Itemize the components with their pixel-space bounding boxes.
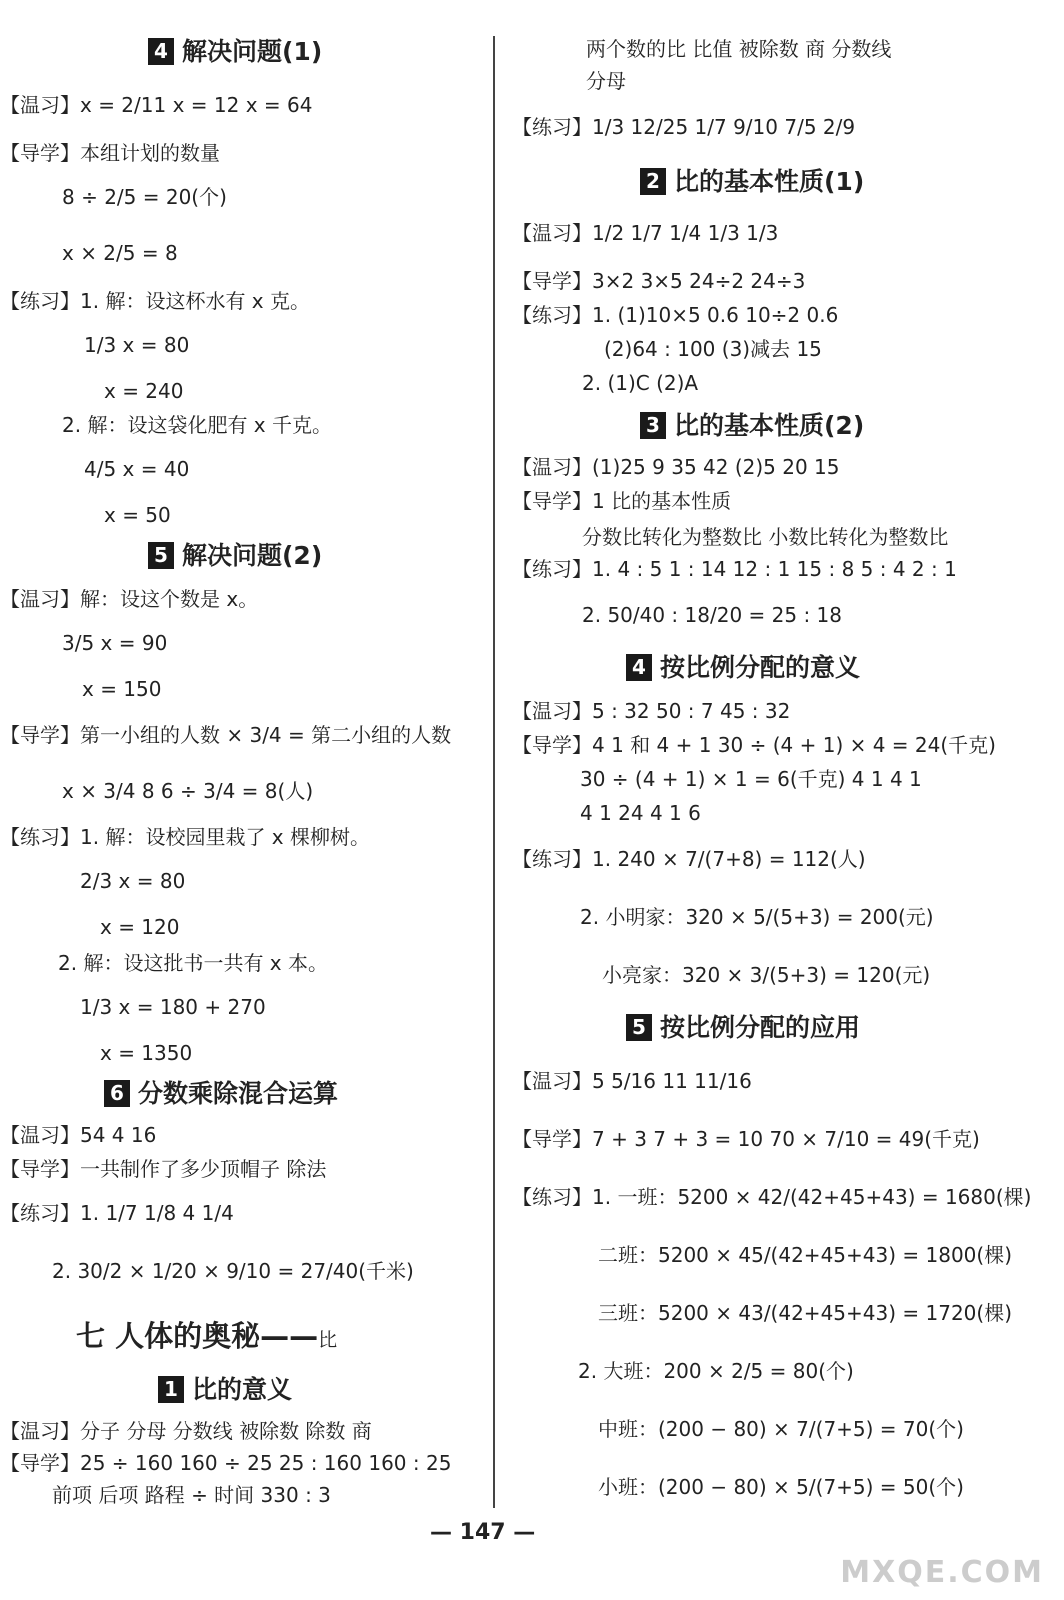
text-line: 【温习】54 4 16 [0, 1123, 157, 1147]
section-title: 4 按比例分配的意义 [626, 652, 860, 684]
text-line: 二班：5200 × 45/(42+45+43) = 1800(棵) [598, 1243, 1013, 1267]
section-title: 4 解决问题(1) [148, 36, 322, 68]
text-line: 分数比转化为整数比 小数比转化为整数比 [582, 525, 949, 549]
text-line: x × 3/4 8 6 ÷ 3/4 = 8(人) [62, 779, 314, 803]
text-line: 【温习】5 : 32 50 : 7 45 : 32 [512, 699, 791, 723]
section-number-badge: 3 [640, 412, 666, 439]
text-line: 【温习】1/2 1/7 1/4 1/3 1/3 [512, 221, 779, 245]
text-line: x = 240 [104, 379, 184, 403]
column-divider [493, 36, 495, 1508]
text-line: 30 ÷ (4 + 1) × 1 = 6(千克) 4 1 4 1 [580, 767, 922, 791]
section-number-badge: 5 [626, 1014, 652, 1041]
text-line: x = 50 [104, 503, 171, 527]
text-line: 1/3 x = 180 + 270 [80, 995, 266, 1019]
text-line: 【练习】1. 4 : 5 1 : 14 12 : 1 15 : 8 5 : 4 2 : 1 [512, 557, 957, 581]
text-line: (2)64 : 100 (3)减去 15 [604, 337, 822, 361]
text-line: 两个数的比 比值 被除数 商 分数线 [586, 37, 892, 61]
chapter-title: 七 人体的奥秘——比 [76, 1319, 338, 1353]
text-line: 3/5 x = 90 [62, 631, 168, 655]
text-line: 2. 小明家：320 × 5/(5+3) = 200(元) [580, 905, 934, 929]
text-line: 4/5 x = 40 [84, 457, 190, 481]
text-line: 【温习】解：设这个数是 x。 [0, 587, 259, 611]
text-line: 【练习】1. 解：设这杯水有 x 克。 [0, 289, 310, 313]
text-line: 【练习】1. (1)10×5 0.6 10÷2 0.6 [512, 303, 839, 327]
section-number-badge: 4 [148, 38, 174, 65]
text-line: 中班：(200 − 80) × 7/(7+5) = 70(个) [598, 1417, 964, 1441]
section-title: 5 按比例分配的应用 [626, 1012, 860, 1044]
text-line: 小班：(200 − 80) × 5/(7+5) = 50(个) [598, 1475, 964, 1499]
text-line: 【导学】第一小组的人数 × 3/4 = 第二小组的人数 [0, 723, 452, 747]
text-line: 2. 50/40 : 18/20 = 25 : 18 [582, 603, 842, 627]
text-line: 2. (1)C (2)A [582, 371, 699, 395]
text-line: 【练习】1. 解：设校园里栽了 x 棵柳树。 [0, 825, 370, 849]
text-line: x = 150 [82, 677, 162, 701]
text-line: 【练习】1. 一班：5200 × 42/(42+45+43) = 1680(棵) [512, 1185, 1032, 1209]
page-number: — 147 — [430, 1520, 536, 1545]
text-line: 【导学】7 + 3 7 + 3 = 10 70 × 7/10 = 49(千克) [512, 1127, 980, 1151]
text-line: 【导学】一共制作了多少顶帽子 除法 [0, 1157, 327, 1181]
text-line: 1/3 x = 80 [84, 333, 190, 357]
text-line: 【练习】1. 1/7 1/8 4 1/4 [0, 1201, 234, 1225]
text-line: x = 1350 [100, 1041, 193, 1065]
text-line: 4 1 24 4 1 6 [580, 801, 701, 825]
text-line: 2. 解：设这袋化肥有 x 千克。 [62, 413, 332, 437]
section-title: 6 分数乘除混合运算 [104, 1078, 338, 1110]
text-line: 【导学】25 ÷ 160 160 ÷ 25 25 : 160 160 : 25 [0, 1451, 452, 1475]
section-title: 2 比的基本性质(1) [640, 166, 864, 198]
text-line: 8 ÷ 2/5 = 20(个) [62, 185, 227, 209]
text-line: 【导学】1 比的基本性质 [512, 489, 732, 513]
text-line: 【温习】分子 分母 分数线 被除数 除数 商 [0, 1419, 372, 1443]
text-line: x = 120 [100, 915, 180, 939]
section-title: 3 比的基本性质(2) [640, 410, 864, 442]
text-line: 【温习】(1)25 9 35 42 (2)5 20 15 [512, 455, 840, 479]
text-line: 小亮家：320 × 3/(5+3) = 120(元) [602, 963, 931, 987]
text-line: 2. 30/2 × 1/20 × 9/10 = 27/40(千米) [52, 1259, 414, 1283]
text-line: 2. 大班：200 × 2/5 = 80(个) [578, 1359, 854, 1383]
section-number-badge: 4 [626, 654, 652, 681]
text-line: 【导学】本组计划的数量 [0, 141, 220, 165]
section-number-badge: 6 [104, 1080, 130, 1107]
text-line: 前项 后项 路程 ÷ 时间 330 : 3 [52, 1483, 331, 1507]
section-number-badge: 1 [158, 1376, 184, 1403]
section-title: 5 解决问题(2) [148, 540, 322, 572]
watermark: MXQE.COM [840, 1555, 1044, 1590]
text-line: 三班：5200 × 43/(42+45+43) = 1720(棵) [598, 1301, 1013, 1325]
text-line: 【温习】5 5/16 11 11/16 [512, 1069, 752, 1093]
section-title: 1 比的意义 [158, 1374, 292, 1406]
text-line: x × 2/5 = 8 [62, 241, 178, 265]
text-line: 【练习】1. 240 × 7/(7+8) = 112(人) [512, 847, 866, 871]
text-line: 【温习】x = 2/11 x = 12 x = 64 [0, 93, 313, 117]
text-line: 【练习】1/3 12/25 1/7 9/10 7/5 2/9 [512, 115, 856, 139]
text-line: 分母 [586, 69, 626, 93]
text-line: 【导学】4 1 和 4 + 1 30 ÷ (4 + 1) × 4 = 24(千克) [512, 733, 996, 757]
text-line: 【导学】3×2 3×5 24÷2 24÷3 [512, 269, 806, 293]
section-number-badge: 2 [640, 168, 666, 195]
text-line: 2/3 x = 80 [80, 869, 186, 893]
section-number-badge: 5 [148, 542, 174, 569]
text-line: 2. 解：设这批书一共有 x 本。 [58, 951, 328, 975]
